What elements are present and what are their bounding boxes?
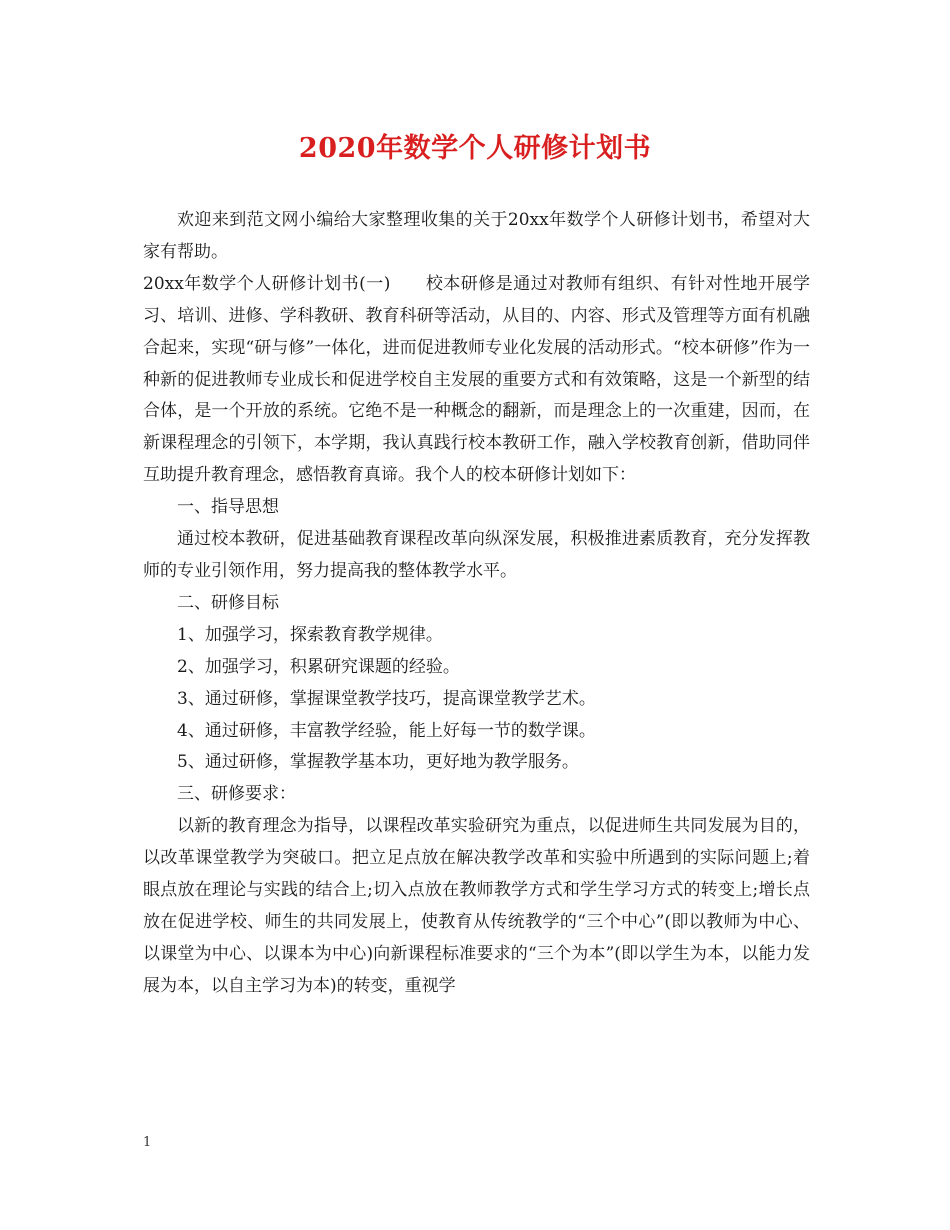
list-item-goal-3: 3、通过研修，掌握课堂教学技巧，提高课堂教学艺术。	[177, 688, 596, 709]
paragraph-guiding-thought: 通过校本教研，促进基础教育课程改革向纵深发展，积极推进素质教育，充分发挥教师的专业引领作用，努力提高我的整体教学水平。	[143, 529, 810, 581]
heading-study-requirements: 三、研修要求：	[177, 784, 296, 805]
document-body	[143, 205, 810, 1003]
list-item-goal-5: 5、通过研修，掌握教学基本功，更好地为教学服务。	[177, 752, 579, 773]
list-item-goal-1: 1、加强学习，探索教育教学规律。	[177, 624, 443, 645]
list-item-goal-4: 4、通过研修，丰富教学经验，能上好每一节的数学课。	[177, 720, 596, 741]
paragraph-study-requirements: 以新的教育理念为指导，以课程改革实验研究为重点，以促进师生共同发展为目的，以改革课堂教学为突破口。把立足点放在解决教学改革和实验中所遇到的实际问题上;着眼点放在理论与实践的结合上;切入点放在教师教学方式和学生学习方式的转变上;增长点放在促进学校、师生的共同发展上，使教育从传统教学的“三个中心”(即以教师为中心、以课堂为中心、以课本为中心)向新课程标准要求的“三个为本”(即以学生为本，以能力发展为本，以自主学习为本)的转变，重视学	[143, 816, 810, 996]
page-number: 1	[143, 1135, 152, 1150]
heading-study-goals: 二、研修目标	[177, 592, 279, 613]
paragraph-plan-overview: 20xx年数学个人研修计划书(一) 校本研修是通过对教师有组织、有针对性地开展学习、培训、进修、学科教研、教育科研等活动，从目的、内容、形式及管理等方面有机融合起来，实现“研与修”一体化，进而促进教师专业化发展的活动形式。“校本研修”作为一种新的促进教师专业成长和促进学校自主发展的重要方式和有效策略，这是一个新型的结合体，是一个开放的系统。它绝不是一种概念的翻新，而是理念上的一次重建，因而，在新课程理念的引领下，本学期，我认真践行校本教研工作，融入学校教育创新，借助同伴互助提升教育理念，感悟教育真谛。我个人的校本研修计划如下：	[143, 273, 810, 486]
document-title: 2020年数学个人研修计划书	[298, 133, 652, 164]
list-item-goal-2: 2、加强学习，积累研究课题的经验。	[177, 656, 460, 677]
paragraph-intro: 欢迎来到范文网小编给大家整理收集的关于20xx年数学个人研修计划书，希望对大家有帮助。	[143, 210, 810, 262]
heading-guiding-thought: 一、指导思想	[177, 497, 279, 518]
